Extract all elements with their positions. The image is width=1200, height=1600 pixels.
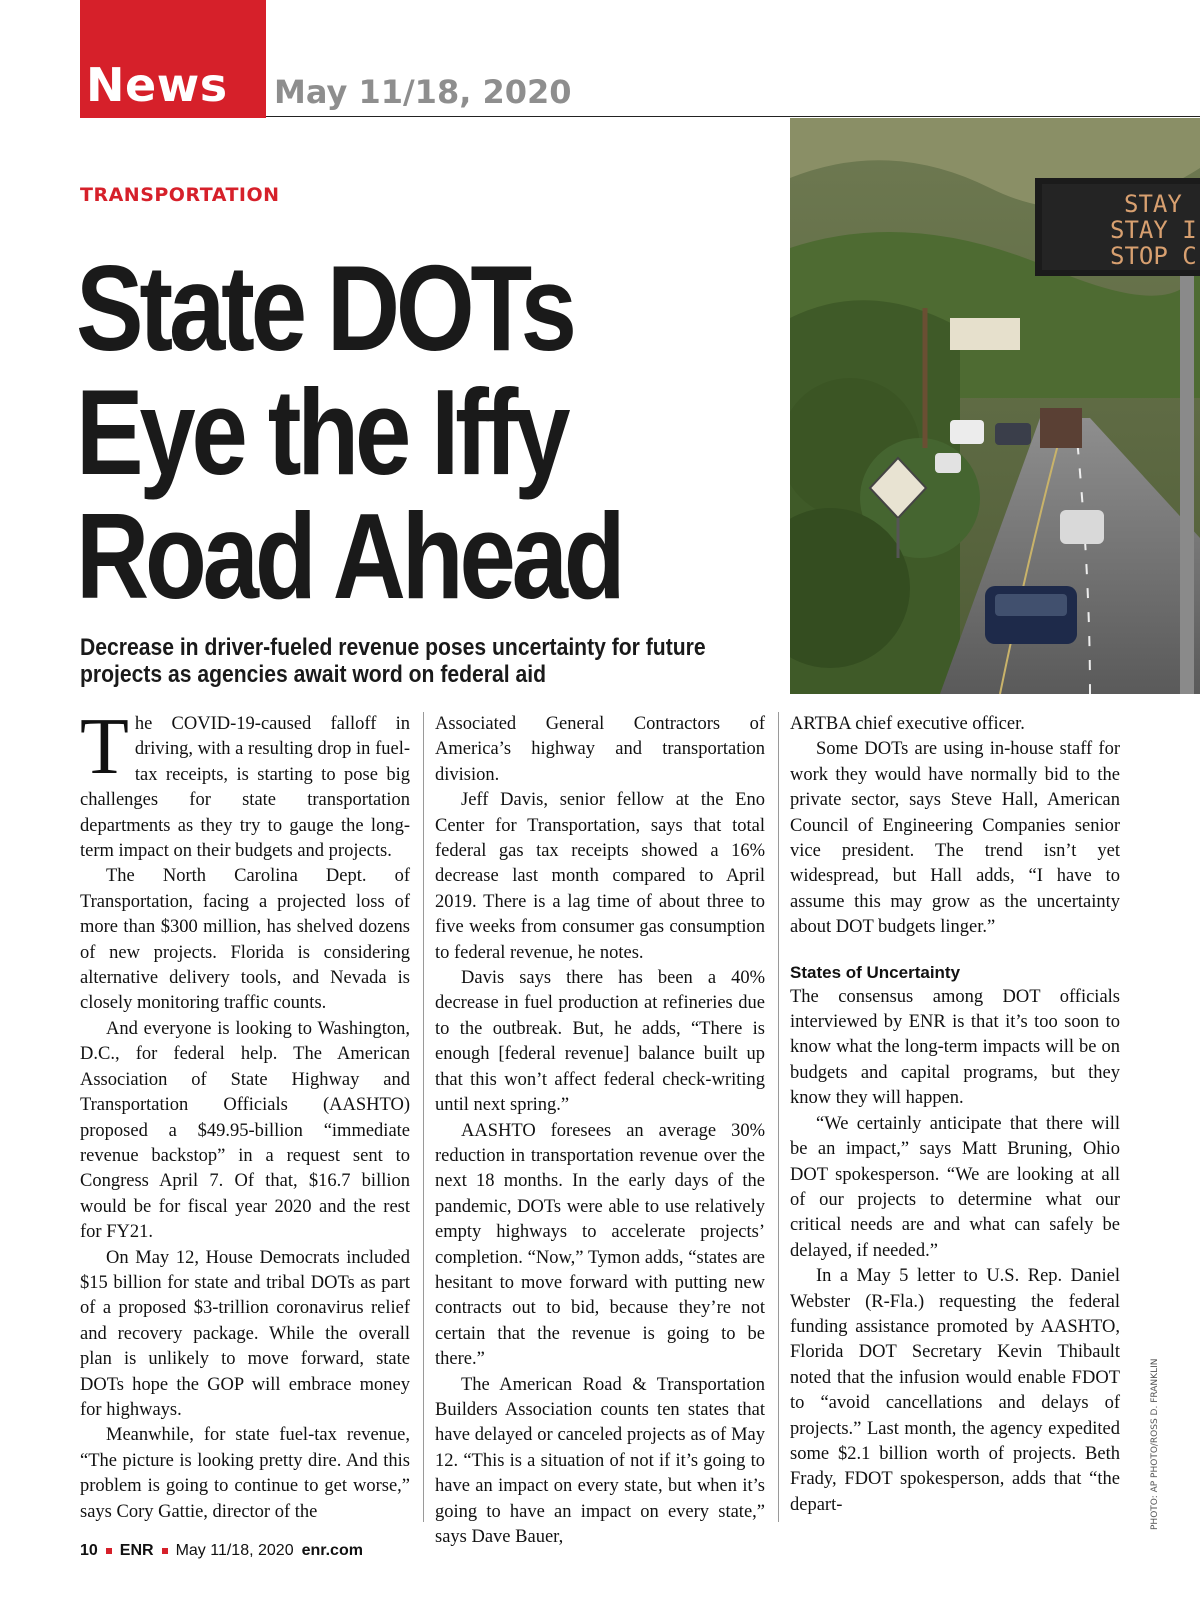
site-link[interactable]: enr.com	[301, 1542, 363, 1559]
sign-line-2: STAY I	[1110, 216, 1197, 244]
footer-date: May 11/18, 2020	[175, 1542, 294, 1559]
paragraph-text: he COVID-19-caused falloff in driving, with a resulting drop in fuel-tax receipts, is starting to pose big challenges for state transportation departments as they try to gauge the long-term impact on their budgets and projects.	[80, 714, 410, 862]
article-deck: Decrease in driver-fueled revenue poses uncertainty for future projects as agencies await word on federal aid	[80, 634, 706, 688]
headline-line-3: Road Ahead	[76, 488, 622, 624]
issue-date: May 11/18, 2020	[274, 73, 572, 111]
photo-credit: PHOTO: AP PHOTO/ROSS D. FRANKLIN	[1150, 1358, 1160, 1530]
separator-square	[106, 1548, 112, 1554]
paragraph: In a May 5 letter to U.S. Rep. Daniel Webster (R-Fla.) requesting the federal funding assistance promoted by AASHTO, Florida DOT Secretary Kevin Thibault noted that the infusion would enable FDOT to “avoid cancellations and delays of projects.” Last month, the agency expedited some $2.1 billion worth of projects. Beth Frady, FDOT spokesperson, adds that “the depart-	[790, 1266, 1120, 1515]
article-category: TRANSPORTATION	[80, 184, 280, 206]
paragraph: And everyone is looking to Washington, D.C., for federal help. The American Association of State Highway and Transportation Officials (AASHTO) proposed a $49.95-billion “immediate revenue backstop” in a request sent to Congress April 7. Of that, $16.7 billion would be for fiscal year 2020 and the rest for FY21.	[80, 1018, 410, 1243]
article-column-3	[790, 712, 1120, 1518]
paragraph: “We certainly anticipate that there will be an impact,” says Matt Bruning, Ohio DOT spokesperson. “We are looking at all of our projects to determine what our critical needs are and what can safely be delayed, if needed.”	[790, 1113, 1120, 1261]
paragraph: AASHTO foresees an average 30% reduction in transportation revenue over the next 18 months. In the early days of the pandemic, DOTs were able to use relatively empty highways to accelerate projects’ completion. “Now,” Tymon adds, “states are hesitant to move forward with putting new contracts out to bid, because they’re not certain that the revenue is going to be there.”	[435, 1120, 765, 1370]
paragraph: Some DOTs are using in-house staff for work they would have normally bid to the private sector, says Steve Hall, American Council of Engineering Companies senior vice president. The trend isn’t yet widespread, but Hall adds, “I have to assume this may grow as the uncertainty about DOT budgets linger.”	[790, 739, 1120, 938]
paragraph: Jeff Davis, senior fellow at the Eno Center for Transportation, says that total federal gas tax receipts showed a 16% decrease last month compared to April 2019. There is a lag time of about three to five weeks from consumer gas consumption to federal revenue, he notes.	[435, 790, 765, 963]
column-divider	[423, 712, 424, 1522]
brand-name: ENR	[119, 1542, 154, 1559]
paragraph: The North Carolina Dept. of Transportation, facing a projected loss of more than $300 million, has shelved dozens of new projects. Florida is considering alternative delivery tools, and Nevada is closely monitoring traffic counts.	[80, 866, 410, 1014]
paragraph: Associated General Contractors of America’s highway and transportation division.	[435, 714, 765, 785]
paragraph: On May 12, House Democrats included $15 billion for state and tribal DOTs as part of a proposed $3-trillion coronavirus relief and recovery package. While the overall plan is unlikely to move forward, state DOTs hope the GOP will embrace money for highways.	[80, 1247, 410, 1420]
paragraph: ARTBA chief executive officer.	[790, 714, 1025, 734]
paragraph: Meanwhile, for state fuel-tax revenue, “The picture is looking pretty dire. And this problem is going to continue to get worse,” says Cory Gattie, director of the	[80, 1425, 410, 1522]
separator-square	[162, 1548, 168, 1554]
paragraph	[80, 703, 410, 864]
article-subhead: States of Uncertainty	[790, 962, 961, 982]
column-divider	[778, 712, 779, 1522]
headline-line-1: State DOTs	[76, 240, 573, 376]
page-number: 10	[80, 1542, 98, 1559]
paragraph: Davis says there has been a 40% decrease in fuel production at refineries due to the outbreak. But, he adds, “There is enough [federal revenue] balance built up that this won’t affect federal check-writing until next spring.”	[435, 968, 765, 1116]
paragraph: The American Road & Transportation Builders Association counts ten states that have delayed or canceled projects as of May 12. “This is a situation of not if it’s going to have an impact on every state, but when it’s going to have an impact on every state,” says Dave Bauer,	[435, 1374, 765, 1547]
drop-cap: T	[80, 703, 129, 791]
article-column-2	[435, 712, 765, 1550]
article-column-1	[80, 703, 410, 1525]
section-name: News	[86, 58, 228, 112]
paragraph: The consensus among DOT officials interviewed by ENR is that it’s too soon to know what the long-term impacts will be on budgets and capital programs, but they know they will happen.	[790, 986, 1120, 1109]
headline	[76, 240, 657, 624]
headline-line-2: Eye the Iffy	[76, 364, 567, 500]
page-footer	[80, 1542, 363, 1560]
sign-line-3: STOP C	[1110, 242, 1197, 270]
header-rule	[266, 116, 1200, 117]
sign-line-1: STAY	[1124, 190, 1182, 218]
article-photo	[790, 118, 1200, 694]
